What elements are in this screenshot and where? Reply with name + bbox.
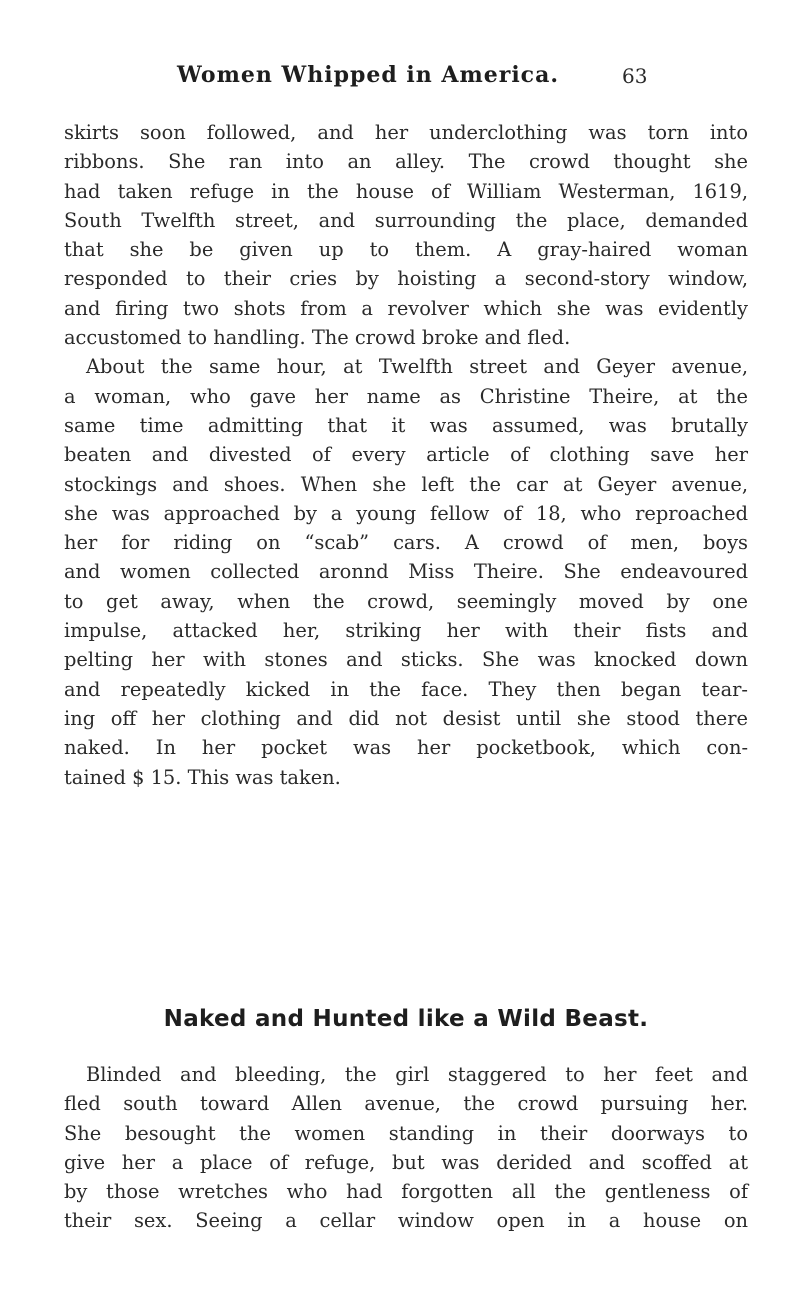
text-line: and firing two shots from a revolver which she was evidently	[64, 296, 748, 320]
text-line: their sex. Seeing a cellar window open in a house on	[64, 1209, 748, 1233]
text-line: ing off her clothing and did not desist until she stood there	[64, 706, 748, 730]
text-line: and repeatedly kicked in the face. They then began tear-	[64, 677, 748, 701]
body-text	[64, 118, 748, 792]
text-line: She besought the women standing in their doorways to	[64, 1121, 748, 1145]
text-line: her for riding on “scab” cars. A crowd of men, boys	[64, 531, 748, 555]
text-line: pelting her with stones and sticks. She was knocked down	[64, 648, 748, 672]
text-line: stockings and shoes. When she left the car at Geyer avenue,	[64, 472, 748, 496]
text-line: ribbons. She ran into an alley. The crowd thought she	[64, 150, 748, 174]
paragraph	[64, 118, 748, 352]
text-line: that she be given up to them. A gray-haired woman	[64, 238, 748, 262]
text-line: she was approached by a young fellow of 18, who reproached	[64, 501, 748, 525]
text-line: South Twelfth street, and surrounding the place, demanded	[64, 208, 748, 232]
text-line: accustomed to handling. The crowd broke and fled.	[64, 326, 571, 350]
text-line: a woman, who gave her name as Christine Theire, at the	[64, 384, 748, 408]
text-line: About the same hour, at Twelfth street and Geyer avenue,	[86, 355, 748, 379]
text-line: to get away, when the crowd, seemingly moved by one	[64, 589, 748, 613]
text-line: had taken refuge in the house of William Westerman, 1619,	[64, 179, 748, 203]
body-text-continued	[64, 1060, 748, 1236]
page-number: 63	[622, 64, 648, 88]
text-line: tained $ 15. This was taken.	[64, 765, 341, 789]
text-line: beaten and divested of every article of clothing save her	[64, 443, 748, 467]
text-line: responded to their cries by hoisting a second-story window,	[64, 267, 748, 291]
text-line: same time admitting that it was assumed, was brutally	[64, 413, 748, 437]
paragraph	[64, 1060, 748, 1236]
running-title: Women Whipped in America.	[177, 62, 559, 88]
paragraph	[64, 352, 748, 791]
text-line: by those wretches who had forgotten all the gentleness of	[64, 1180, 748, 1204]
text-line: Blinded and bleeding, the girl staggered to her feet and	[86, 1063, 748, 1086]
text-line: skirts soon followed, and her underclothing was torn into	[64, 121, 748, 144]
text-line: give her a place of refuge, but was derided and scoffed at	[64, 1150, 748, 1174]
text-line: fled south toward Allen avenue, the crowd pursuing her.	[64, 1092, 748, 1116]
text-line: and women collected aronnd Miss Theire. She endeavoured	[64, 560, 748, 584]
section-heading: Naked and Hunted like a Wild Beast.	[163, 1006, 649, 1032]
running-head	[0, 62, 800, 98]
text-line: naked. In her pocket was her pocketbook, which con-	[64, 736, 748, 760]
text-line: impulse, attacked her, striking her with their fists and	[64, 619, 748, 643]
